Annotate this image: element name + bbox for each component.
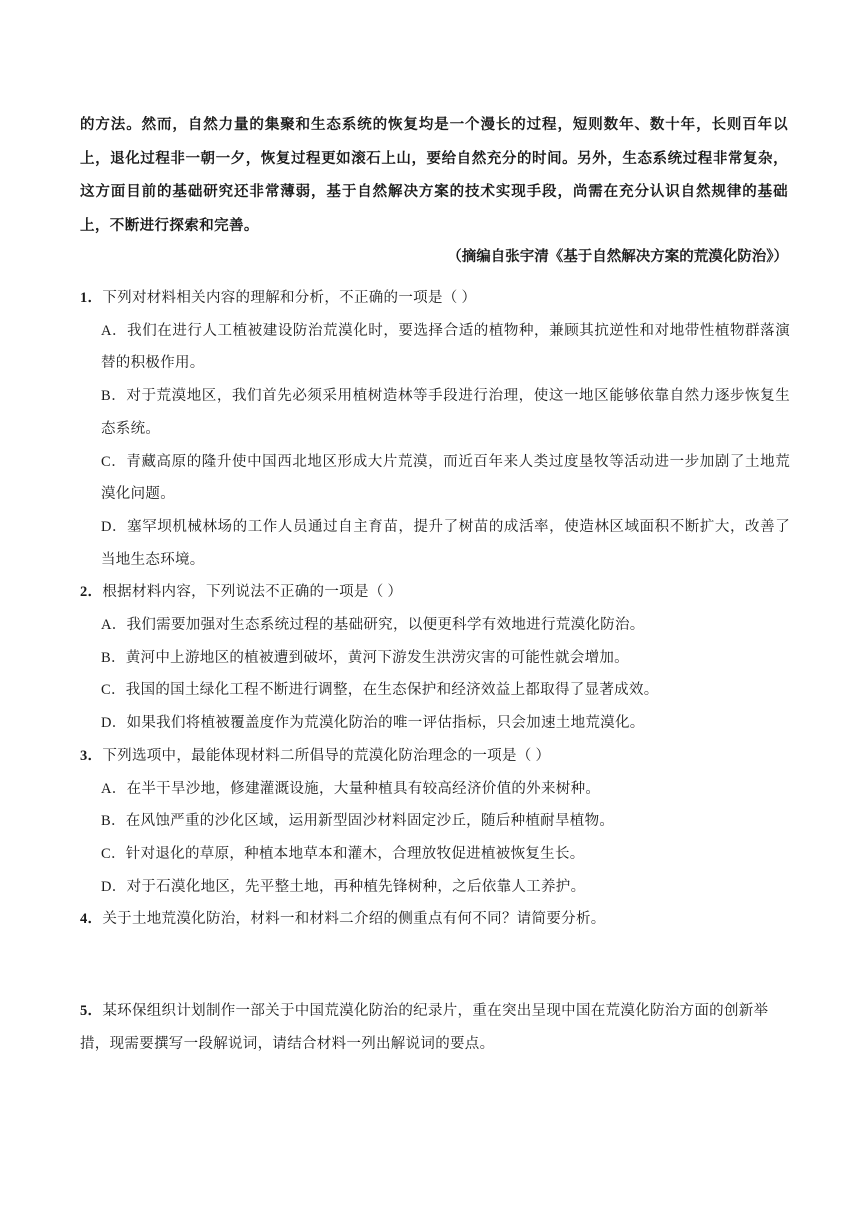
option-a[interactable] xyxy=(80,609,790,642)
answer-space xyxy=(80,936,790,995)
question-stem xyxy=(80,282,790,315)
reading-passage xyxy=(80,108,788,242)
option-label: C． xyxy=(101,453,127,470)
option-label: B． xyxy=(101,388,127,405)
option-d[interactable] xyxy=(80,707,790,740)
option-b[interactable] xyxy=(80,805,790,838)
question-text: 下列对材料相关内容的理解和分析，不正确的一项是（ ） xyxy=(102,290,477,306)
option-a[interactable] xyxy=(80,315,790,380)
option-text: 我们需要加强对生态系统过程的基础研究，以便更科学有效地进行荒漠化防治。 xyxy=(126,617,645,634)
option-list xyxy=(80,315,790,577)
question-number: 2． xyxy=(80,584,103,601)
question-number: 5． xyxy=(80,1003,103,1020)
question-number: 1． xyxy=(80,290,103,306)
option-b[interactable] xyxy=(80,380,790,445)
option-label: B． xyxy=(101,813,126,830)
option-list xyxy=(80,773,790,904)
option-text: 如果我们将植被覆盖度作为荒漠化防治的唯一评估指标，只会加速土地荒漠化。 xyxy=(126,715,645,732)
option-text: 对于石漠化地区，先平整土地，再种植先锋树种，之后依靠人工养护。 xyxy=(126,878,586,895)
option-text: 我们在进行人工植被建设防治荒漠化时，要选择合适的植物种，兼顾其抗逆性和对地带性植物群落演替的积极作用。 xyxy=(101,322,790,372)
option-d[interactable] xyxy=(80,871,790,904)
passage-paragraph: 的方法。然而，自然力量的集聚和生态系统的恢复均是一个漫长的过程，短则数年、数十年，长则百年以上，退化过程非一朝一夕，恢复过程更如滚石上山，要给自然充分的时间。另外，生态系统过程非常复杂，这方面目前的基础研究还非常薄弱，基于自然解决方案的技术实现手段，尚需在充分认识自然规律的基础上，不断进行探索和完善。 xyxy=(80,116,788,234)
option-label: B． xyxy=(101,649,126,666)
option-text: 塞罕坝机械林场的工作人员通过自主育苗，提升了树苗的成活率，使造林区域面积不断扩大，改善了当地生态环境。 xyxy=(101,518,790,568)
option-c[interactable] xyxy=(80,446,790,511)
question-stem xyxy=(80,995,790,1060)
option-text: 我国的国土绿化工程不断进行调整，在生态保护和经济效益上都取得了显著成效。 xyxy=(125,682,659,699)
option-label: A． xyxy=(101,617,127,634)
question-2 xyxy=(80,576,790,740)
option-label: D． xyxy=(101,715,127,732)
option-c[interactable] xyxy=(80,674,790,707)
question-stem xyxy=(80,576,790,609)
passage-source-citation: （摘编自张宇清《基于自然解决方案的荒漠化防治》） xyxy=(447,248,788,265)
option-text: 青藏高原的隆升使中国西北地区形成大片荒漠，而近百年来人类过度垦牧等活动进一步加剧了土地荒漠化问题。 xyxy=(101,453,790,503)
option-label: D． xyxy=(101,518,128,535)
question-list xyxy=(80,282,790,1060)
question-text: 关于土地荒漠化防治，材料一和材料二介绍的侧重点有何不同？请简要分析。 xyxy=(102,911,606,928)
question-text: 下列选项中，最能体现材料二所倡导的荒漠化防治理念的一项是（ ） xyxy=(102,747,551,764)
option-d[interactable] xyxy=(80,511,790,576)
question-number: 3． xyxy=(80,747,103,764)
question-1 xyxy=(80,282,790,576)
option-text: 在半干旱沙地，修建灌溉设施，大量种植具有较高经济价值的外来树种。 xyxy=(126,780,601,797)
option-a[interactable] xyxy=(80,773,790,806)
option-label: A． xyxy=(101,322,128,339)
option-c[interactable] xyxy=(80,838,790,871)
option-text: 针对退化的草原，种植本地草本和灌木，合理放牧促进植被恢复生长。 xyxy=(125,845,585,862)
option-b[interactable] xyxy=(80,642,790,675)
option-text: 对于荒漠地区，我们首先必须采用植树造林等手段进行治理，使这一地区能够依靠自然力逐步恢复生态系统。 xyxy=(101,388,790,437)
question-5 xyxy=(80,995,790,1060)
question-number: 4． xyxy=(80,911,103,928)
option-text: 黄河中上游地区的植被遭到破坏，黄河下游发生洪涝灾害的可能性就会增加。 xyxy=(125,649,629,666)
option-label: D． xyxy=(101,878,127,895)
option-text: 在风蚀严重的沙化区域，运用新型固沙材料固定沙丘，随后种植耐旱植物。 xyxy=(125,813,615,830)
option-label: C． xyxy=(101,845,126,862)
question-stem xyxy=(80,740,790,773)
question-text: 某环保组织计划制作一部关于中国荒漠化防治的纪录片，重在突出呈现中国在荒漠化防治方面的创新举措，现需要撰写一段解说词，请结合材料一列出解说词的要点。 xyxy=(80,1003,769,1052)
question-3 xyxy=(80,740,790,904)
option-label: C． xyxy=(101,682,126,699)
option-label: A． xyxy=(101,780,127,797)
option-list xyxy=(80,609,790,740)
question-4 xyxy=(80,903,790,936)
question-stem xyxy=(80,903,790,936)
question-text: 根据材料内容，下列说法不正确的一项是（ ） xyxy=(102,584,403,601)
